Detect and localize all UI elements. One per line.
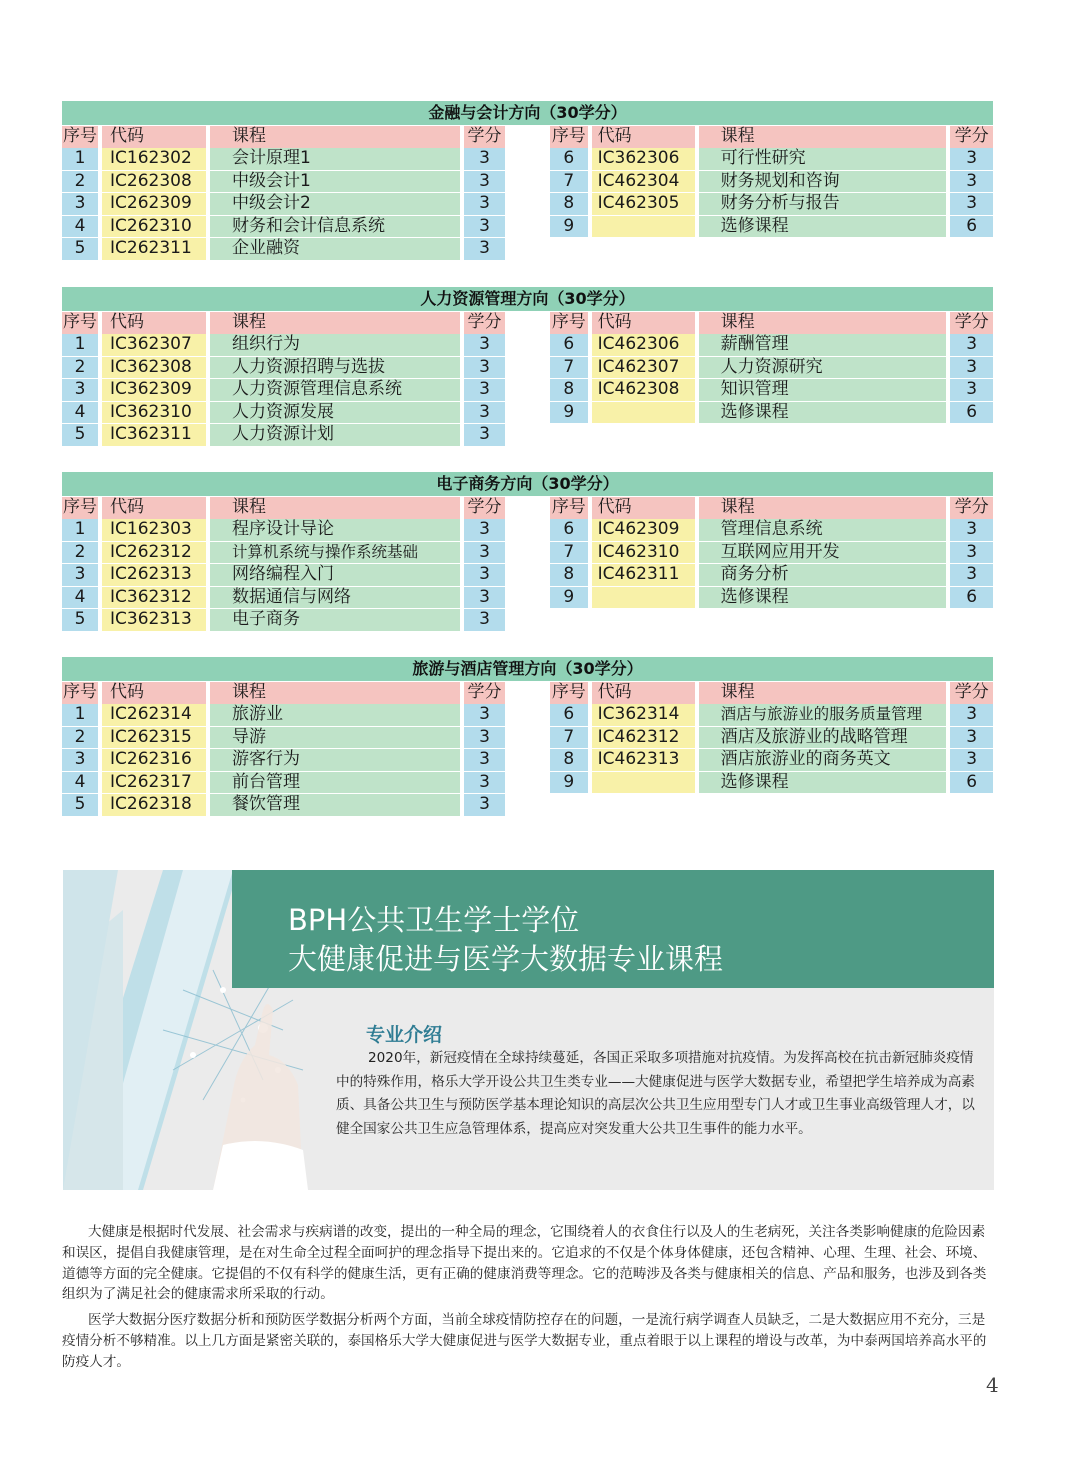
table-row <box>62 424 505 446</box>
row-no: 5 <box>62 609 98 631</box>
banner-title-line1: BPH公共卫生学士学位 <box>288 903 580 937</box>
section-title: 电子商务方向（30学分） <box>62 472 993 496</box>
row-course: 商务分析 <box>699 564 947 586</box>
table-row <box>550 772 993 794</box>
section-title: 旅游与酒店管理方向（30学分） <box>62 657 993 681</box>
row-code: IC262310 <box>102 216 206 238</box>
row-no: 8 <box>550 564 588 586</box>
row-code: IC362307 <box>102 334 206 356</box>
row-credit: 3 <box>464 772 505 794</box>
row-credit: 3 <box>464 238 505 260</box>
row-course: 数据通信与网络 <box>210 587 460 609</box>
table-row <box>550 402 993 424</box>
table-row <box>62 357 505 379</box>
body-paragraph-2 <box>62 1310 997 1372</box>
row-no: 6 <box>550 334 588 356</box>
table-row <box>62 171 505 193</box>
row-credit: 3 <box>464 564 505 586</box>
table-row <box>62 334 505 356</box>
row-credit: 3 <box>464 609 505 631</box>
row-code: IC162303 <box>102 519 206 541</box>
table-row <box>62 587 505 609</box>
row-no: 2 <box>62 357 98 379</box>
table-row <box>550 564 993 586</box>
row-course: 知识管理 <box>699 379 947 401</box>
header-no: 序号 <box>551 126 586 146</box>
row-credit: 3 <box>950 357 993 379</box>
row-code: IC362308 <box>102 357 206 379</box>
row-no: 8 <box>550 379 588 401</box>
row-code: IC262318 <box>102 794 206 816</box>
table-row <box>62 794 505 816</box>
row-course: 前台管理 <box>210 772 460 794</box>
row-course: 旅游业 <box>210 704 460 726</box>
section-title: 人力资源管理方向（30学分） <box>62 287 993 311</box>
row-code: IC462313 <box>592 749 695 771</box>
table-row <box>62 704 505 726</box>
header-credit: 学分 <box>464 497 505 519</box>
table-row <box>550 749 993 771</box>
row-code: IC262308 <box>102 171 206 193</box>
header-code: 代码 <box>592 312 695 334</box>
row-credit: 3 <box>950 564 993 586</box>
table-row <box>62 519 505 541</box>
table-row <box>62 216 505 238</box>
row-no: 6 <box>550 519 588 541</box>
table-row <box>62 238 505 260</box>
row-no: 5 <box>62 424 98 446</box>
row-code: IC262313 <box>102 564 206 586</box>
course-table-right <box>550 126 993 260</box>
row-course: 薪酬管理 <box>699 334 947 356</box>
header-no: 序号 <box>63 682 97 702</box>
course-table-right <box>550 682 993 816</box>
row-code: IC262311 <box>102 238 206 260</box>
row-credit: 3 <box>464 587 505 609</box>
row-credit: 3 <box>950 727 993 749</box>
row-code: IC462312 <box>592 727 695 749</box>
page-number: 4 <box>986 1373 999 1397</box>
row-code: IC462310 <box>592 542 695 564</box>
row-code <box>592 772 695 794</box>
row-no: 7 <box>550 357 588 379</box>
table-header-row <box>550 312 993 334</box>
row-code: IC262314 <box>102 704 206 726</box>
row-credit: 3 <box>950 542 993 564</box>
row-no: 7 <box>550 542 588 564</box>
header-credit: 学分 <box>464 682 505 704</box>
row-course: 餐饮管理 <box>210 794 460 816</box>
table-row <box>550 216 993 238</box>
row-no: 8 <box>550 193 588 215</box>
row-credit: 3 <box>950 704 993 726</box>
row-no: 2 <box>62 171 98 193</box>
row-credit: 3 <box>464 749 505 771</box>
paragraph-1-text: 大健康是根据时代发展、社会需求与疾病谱的改变，提出的一种全局的理念，它围绕着人的衣食住行以及人的生老病死，关注各类影响健康的危险因素和误区，提倡自我健康管理，是在对生命全过程全面呵护的理念指导下提出来的。它追求的不仅是个体身体健康，还包含精神、心理、生理、社会、环境、道德等方面的完全健康。它提倡的不仅有科学的健康生活，更有正确的健康消费等理念。它的范畴涉及各类与健康相关的信息、产品和服务，也涉及到各类组织为了满足社会的健康需求所采取的行动。 <box>62 1224 987 1303</box>
course-table-right <box>550 312 993 446</box>
row-credit: 3 <box>464 334 505 356</box>
header-course: 课程 <box>699 126 947 148</box>
paragraph-2-text: 医学大数据分医疗数据分析和预防医学数据分析两个方面，当前全球疫情防控存在的问题，一是流行病学调查人员缺乏，二是大数据应用不充分，三是疫情分析不够精准。以上几方面是紧密关联的，泰国格乐大学大健康促进与医学大数据专业，重点着眼于以上课程的增设与改革，为中泰两国培养高水平的防疫人才。 <box>62 1312 987 1370</box>
table-row <box>550 171 993 193</box>
row-no: 9 <box>550 587 588 609</box>
table-row <box>550 542 993 564</box>
row-credit: 3 <box>464 357 505 379</box>
table-row <box>62 727 505 749</box>
table-header-row <box>62 497 505 519</box>
row-credit: 3 <box>950 379 993 401</box>
row-credit: 6 <box>950 587 993 609</box>
row-course: 网络编程入门 <box>210 564 460 586</box>
row-no: 3 <box>62 193 98 215</box>
row-code: IC462304 <box>592 171 695 193</box>
course-table-left <box>62 126 505 260</box>
table-row <box>62 402 505 424</box>
table-header-row <box>62 126 505 148</box>
row-no: 1 <box>62 704 98 726</box>
table-row <box>62 148 505 170</box>
table-row <box>62 772 505 794</box>
row-no: 5 <box>62 794 98 816</box>
header-course: 课程 <box>699 497 947 519</box>
row-no: 9 <box>550 216 588 238</box>
row-course: 企业融资 <box>210 238 460 260</box>
section-title: 金融与会计方向（30学分） <box>62 101 993 125</box>
header-course: 课程 <box>210 312 460 334</box>
row-credit: 3 <box>464 542 505 564</box>
table-header-row <box>550 126 993 148</box>
table-row <box>550 334 993 356</box>
table-row <box>62 564 505 586</box>
header-credit: 学分 <box>950 126 993 148</box>
row-credit: 3 <box>464 424 505 446</box>
row-code: IC462309 <box>592 519 695 541</box>
row-no: 4 <box>62 216 98 238</box>
row-code: IC362311 <box>102 424 206 446</box>
row-no: 3 <box>62 749 98 771</box>
row-course: 程序设计导论 <box>210 519 460 541</box>
row-credit: 6 <box>950 216 993 238</box>
row-no: 1 <box>62 519 98 541</box>
row-no: 7 <box>550 171 588 193</box>
header-credit: 学分 <box>464 126 505 148</box>
row-code: IC262315 <box>102 727 206 749</box>
row-course: 酒店旅游业的商务英文 <box>699 749 947 771</box>
row-course: 组织行为 <box>210 334 460 356</box>
header-no: 序号 <box>63 497 97 517</box>
row-no: 8 <box>550 749 588 771</box>
table-row <box>550 704 993 726</box>
row-credit: 3 <box>950 749 993 771</box>
row-code: IC462305 <box>592 193 695 215</box>
row-code: IC462311 <box>592 564 695 586</box>
row-course: 可行性研究 <box>699 148 947 170</box>
row-course: 人力资源招聘与选拔 <box>210 357 460 379</box>
row-no: 4 <box>62 402 98 424</box>
header-course: 课程 <box>210 126 460 148</box>
table-header-row <box>550 682 993 704</box>
row-course: 选修课程 <box>699 402 947 424</box>
header-code: 代码 <box>592 126 695 148</box>
header-code: 代码 <box>102 312 206 334</box>
row-credit: 6 <box>950 772 993 794</box>
row-course: 酒店与旅游业的服务质量管理 <box>699 704 947 726</box>
row-code: IC462308 <box>592 379 695 401</box>
row-code: IC362314 <box>592 704 695 726</box>
table-row <box>550 357 993 379</box>
row-no: 9 <box>550 402 588 424</box>
table-row <box>62 542 505 564</box>
table-header-row <box>62 682 505 704</box>
course-section <box>62 101 993 260</box>
row-credit: 3 <box>464 148 505 170</box>
row-no: 1 <box>62 334 98 356</box>
table-header-row <box>550 497 993 519</box>
table-row <box>550 727 993 749</box>
course-table-left <box>62 682 505 816</box>
header-code: 代码 <box>102 682 206 704</box>
header-no: 序号 <box>551 497 586 517</box>
row-credit: 3 <box>464 704 505 726</box>
row-course: 游客行为 <box>210 749 460 771</box>
row-course: 酒店及旅游业的战略管理 <box>699 727 947 749</box>
course-section <box>62 472 993 631</box>
row-course: 管理信息系统 <box>699 519 947 541</box>
row-code: IC362312 <box>102 587 206 609</box>
header-no: 序号 <box>551 682 586 702</box>
row-credit: 3 <box>464 171 505 193</box>
row-code: IC362310 <box>102 402 206 424</box>
row-course: 计算机系统与操作系统基础 <box>210 542 460 564</box>
table-row <box>62 379 505 401</box>
header-course: 课程 <box>699 312 947 334</box>
intro-paragraph <box>336 1047 976 1141</box>
table-row <box>550 379 993 401</box>
row-course: 会计原理1 <box>210 148 460 170</box>
row-credit: 3 <box>464 519 505 541</box>
row-no: 6 <box>550 704 588 726</box>
course-table-left <box>62 497 505 631</box>
row-no: 2 <box>62 727 98 749</box>
course-table-left <box>62 312 505 446</box>
row-credit: 3 <box>950 193 993 215</box>
row-course: 互联网应用开发 <box>699 542 947 564</box>
row-credit: 3 <box>950 334 993 356</box>
header-credit: 学分 <box>464 312 505 334</box>
row-no: 3 <box>62 564 98 586</box>
header-no: 序号 <box>63 312 97 332</box>
row-no: 9 <box>550 772 588 794</box>
row-code: IC262312 <box>102 542 206 564</box>
row-course: 中级会计2 <box>210 193 460 215</box>
row-course: 人力资源研究 <box>699 357 947 379</box>
row-credit: 3 <box>950 171 993 193</box>
row-code: IC462307 <box>592 357 695 379</box>
course-section <box>62 657 993 816</box>
banner-title-line2: 大健康促进与医学大数据专业课程 <box>288 942 724 976</box>
table-row <box>62 749 505 771</box>
course-table-right <box>550 497 993 631</box>
intro-text: 2020年，新冠疫情在全球持续蔓延，各国正采取多项措施对抗疫情。为发挥高校在抗击新冠肺炎疫情中的特殊作用，格乐大学开设公共卫生类专业——大健康促进与医学大数据专业，希望把学生培养成为高素质、具备公共卫生与预防医学基本理论知识的高层次公共卫生应用型专门人才或卫生事业高级管理人才，以健全国家公共卫生应急管理体系，提高应对突发重大公共卫生事件的能力水平。 <box>336 1050 975 1137</box>
row-course: 导游 <box>210 727 460 749</box>
row-credit: 3 <box>464 402 505 424</box>
header-course: 课程 <box>210 682 460 704</box>
row-course: 财务和会计信息系统 <box>210 216 460 238</box>
header-code: 代码 <box>592 682 695 704</box>
row-course: 财务规划和咨询 <box>699 171 947 193</box>
row-credit: 3 <box>950 519 993 541</box>
row-course: 人力资源管理信息系统 <box>210 379 460 401</box>
row-credit: 3 <box>464 216 505 238</box>
table-row <box>550 148 993 170</box>
intro-heading: 专业介绍 <box>366 1024 443 1046</box>
table-header-row <box>62 312 505 334</box>
row-course: 选修课程 <box>699 587 947 609</box>
table-row <box>550 519 993 541</box>
row-credit: 3 <box>464 794 505 816</box>
header-code: 代码 <box>592 497 695 519</box>
row-code <box>592 587 695 609</box>
row-credit: 3 <box>464 379 505 401</box>
header-code: 代码 <box>102 497 206 519</box>
row-credit: 3 <box>950 148 993 170</box>
row-no: 4 <box>62 772 98 794</box>
header-credit: 学分 <box>950 497 993 519</box>
row-code <box>592 402 695 424</box>
row-code: IC362306 <box>592 148 695 170</box>
row-code: IC262309 <box>102 193 206 215</box>
row-credit: 3 <box>464 727 505 749</box>
table-row <box>550 587 993 609</box>
table-row <box>550 193 993 215</box>
row-course: 电子商务 <box>210 609 460 631</box>
row-course: 选修课程 <box>699 772 947 794</box>
header-no: 序号 <box>551 312 586 332</box>
table-row <box>62 609 505 631</box>
row-course: 人力资源计划 <box>210 424 460 446</box>
row-no: 1 <box>62 148 98 170</box>
row-credit: 3 <box>464 193 505 215</box>
body-paragraph-1 <box>62 1222 997 1305</box>
header-credit: 学分 <box>950 312 993 334</box>
header-no: 序号 <box>63 126 97 146</box>
row-code: IC362309 <box>102 379 206 401</box>
row-code <box>592 216 695 238</box>
row-no: 2 <box>62 542 98 564</box>
row-course: 财务分析与报告 <box>699 193 947 215</box>
row-code: IC262317 <box>102 772 206 794</box>
header-course: 课程 <box>210 497 460 519</box>
row-credit: 6 <box>950 402 993 424</box>
table-row <box>62 193 505 215</box>
row-no: 6 <box>550 148 588 170</box>
header-course: 课程 <box>699 682 947 704</box>
row-code: IC462306 <box>592 334 695 356</box>
row-course: 选修课程 <box>699 216 947 238</box>
row-code: IC162302 <box>102 148 206 170</box>
row-no: 5 <box>62 238 98 260</box>
row-code: IC362313 <box>102 609 206 631</box>
header-code: 代码 <box>102 126 206 148</box>
row-no: 4 <box>62 587 98 609</box>
row-no: 3 <box>62 379 98 401</box>
header-credit: 学分 <box>950 682 993 704</box>
row-course: 中级会计1 <box>210 171 460 193</box>
course-section <box>62 287 993 446</box>
row-no: 7 <box>550 727 588 749</box>
row-course: 人力资源发展 <box>210 402 460 424</box>
row-code: IC262316 <box>102 749 206 771</box>
